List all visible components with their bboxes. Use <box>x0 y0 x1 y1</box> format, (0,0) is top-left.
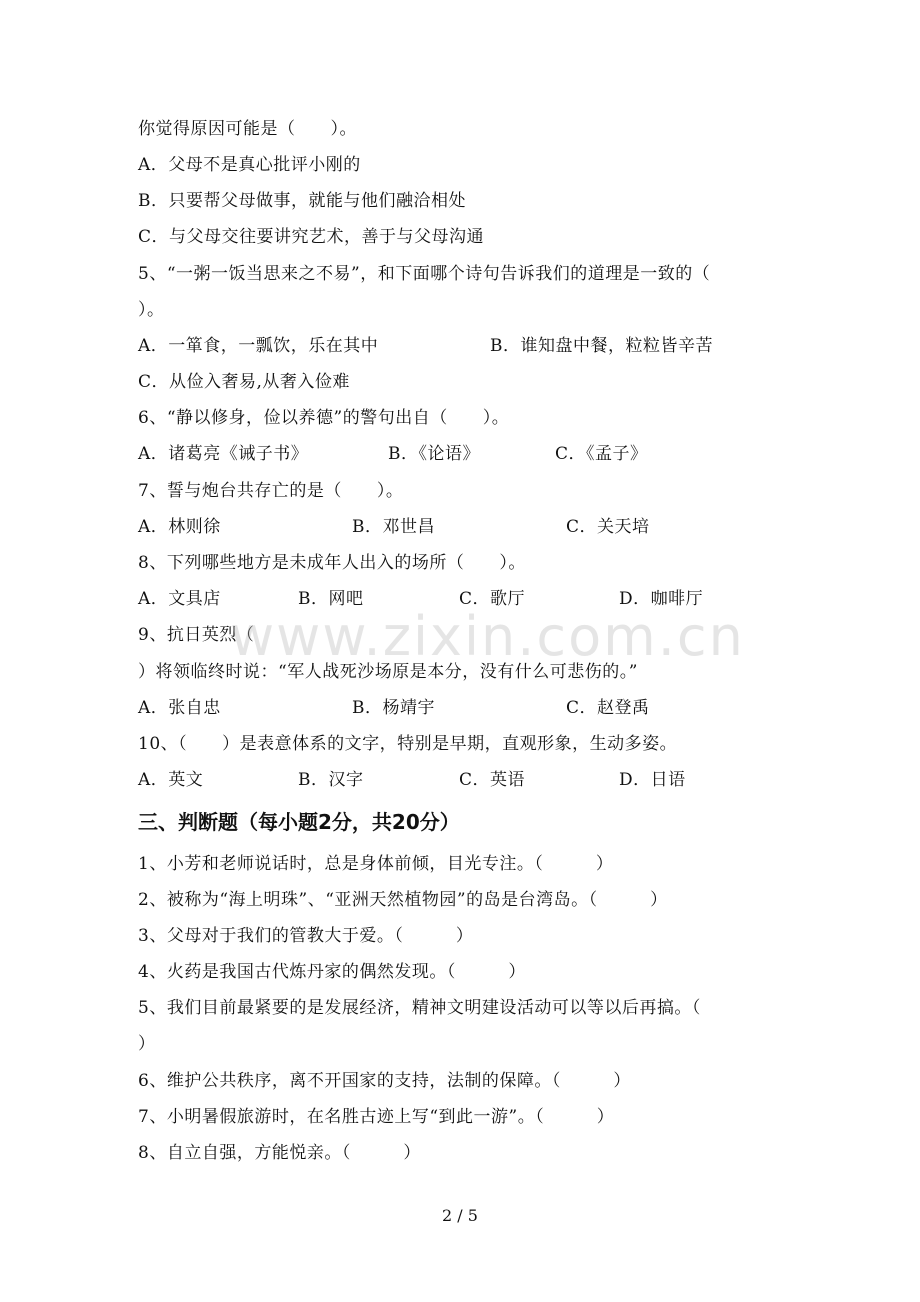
option-b: B．邓世昌 <box>352 517 435 537</box>
question-6: 6、“静以修身，俭以养德”的警句出自（ ）。 <box>138 408 510 428</box>
watermark: www.zixin.com.cn <box>230 605 745 668</box>
option-b: B．网吧 <box>298 589 364 609</box>
option-a: A．诸葛亮《诫子书》 <box>138 444 309 464</box>
option-d: D．日语 <box>619 770 686 790</box>
question-10: 10、（ ）是表意体系的文字，特别是早期，直观形象，生动多姿。 <box>138 734 678 754</box>
judge-item: 4、火药是我国古代炼丹家的偶然发现。（ ） <box>138 962 526 982</box>
judge-item: 7、小明暑假旅游时，在名胜古迹上写“到此一游”。（ ） <box>138 1107 615 1127</box>
section-heading: 三、判断题（每小题2分，共20分） <box>138 810 460 834</box>
option-c: C．从俭入奢易,从奢入俭难 <box>138 372 350 392</box>
option-a: A．一箪食，一瓢饮，乐在其中 <box>138 336 379 356</box>
judge-item: 6、维护公共秩序，离不开国家的支持，法制的保障。（ ） <box>138 1071 631 1091</box>
option-b: B．谁知盘中餐，粒粒皆辛苦 <box>490 336 713 356</box>
option-a: A．林则徐 <box>138 517 221 537</box>
option-c: C．关天培 <box>566 517 650 537</box>
question-text: 你觉得原因可能是（ ）。 <box>138 119 357 139</box>
question-8: 8、下列哪些地方是未成年人出入的场所（ ）。 <box>138 553 526 573</box>
option-a: A．父母不是真心批评小刚的 <box>138 155 361 175</box>
question-10-options-row <box>138 769 778 901</box>
judge-item: 5、我们目前最紧要的是发展经济，精神文明建设活动可以等以后再搞。（ <box>138 998 701 1018</box>
option-b: B．杨靖宇 <box>352 698 435 718</box>
judge-item: 2、被称为“海上明珠”、“亚洲天然植物园”的岛是台湾岛。（ ） <box>138 890 668 910</box>
option-c: C．英语 <box>459 770 526 790</box>
option-a: A．英文 <box>138 770 204 790</box>
option-c: C．《孟子》 <box>555 444 648 464</box>
question-7: 7、誓与炮台共存亡的是（ ）。 <box>138 481 404 501</box>
judge-item: 8、自立自强，方能悦亲。（ ） <box>138 1143 421 1163</box>
question-5-continuation: ）。 <box>138 300 165 320</box>
question-9: 9、抗日英烈（ <box>138 625 255 645</box>
option-c: C．与父母交往要讲究艺术，善于与父母沟通 <box>138 227 485 247</box>
question-5: 5、“一粥一饭当思来之不易”，和下面哪个诗句告诉我们的道理是一致的（ <box>138 264 711 284</box>
judge-item: 3、父母对于我们的管教大于爱。（ ） <box>138 926 474 946</box>
question-9-continuation: ）将领临终时说：“军人战死沙场原是本分，没有什么可悲伤的。” <box>138 662 638 682</box>
option-d: D．咖啡厅 <box>619 589 704 609</box>
page-number: 2 / 5 <box>442 1206 478 1225</box>
option-a: A．文具店 <box>138 589 221 609</box>
option-c: C．赵登禹 <box>566 698 650 718</box>
option-b: B．汉字 <box>298 770 364 790</box>
option-c: C．歌厅 <box>459 589 526 609</box>
option-a: A．张自忠 <box>138 698 221 718</box>
option-b: B．只要帮父母做事，就能与他们融洽相处 <box>138 191 466 211</box>
option-b: B．《论语》 <box>388 444 480 464</box>
judge-item: 1、小芳和老师说话时，总是身体前倾，目光专注。（ ） <box>138 854 614 874</box>
judge-item-continuation: ） <box>138 1034 156 1054</box>
